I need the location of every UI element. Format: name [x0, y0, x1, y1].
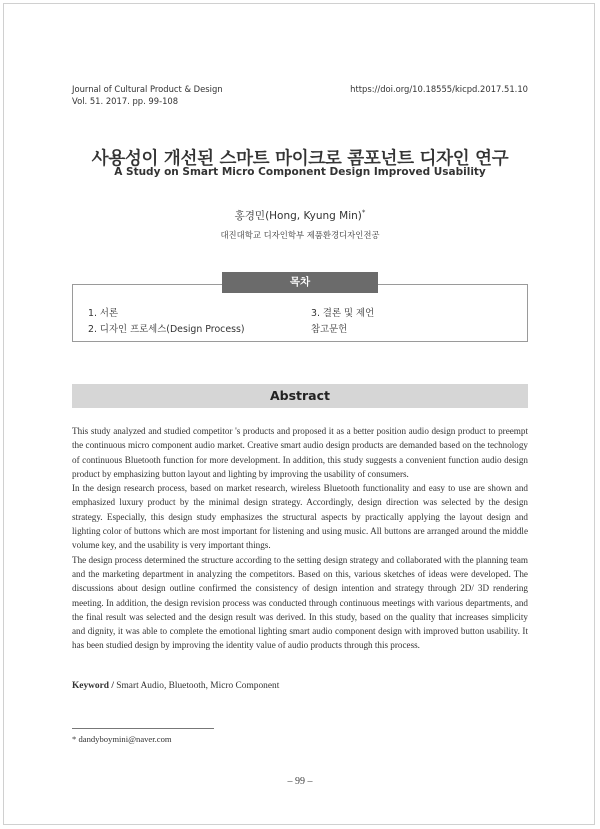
author-email: dandyboymini@naver.com — [78, 734, 172, 744]
abstract-heading: Abstract — [72, 384, 528, 408]
footnote-mark: * — [72, 734, 77, 744]
keywords-line — [72, 681, 279, 691]
abstract-body — [72, 424, 528, 653]
keyword-values: Smart Audio, Bluetooth, Micro Component — [113, 681, 280, 691]
doi-link[interactable]: https://doi.org/10.18555/kicpd.2017.51.10 — [350, 84, 528, 94]
journal-citation — [72, 84, 223, 107]
abstract-paragraph: In the design research process, based on market research, wireless Bluetooth functionality and easy to use are shown and emphasized luxury product by the minimal design strategy. Accordingly, design direction was selected by the design strategy. Especially, this design study emphasizes the structural aspects by practically applying the layout design and lighting color of buttons which are most important for listening and using music. All buttons are arranged around the middle volume key, and the usability is very important things. — [72, 483, 528, 551]
footnote — [72, 734, 172, 744]
abstract-paragraph: The design process determined the structure according to the setting design strategy and collaborated with the planning team and the marketing department in analyzing the competitors. Based on this, various sketches of ideas were developed. The discussions about design outline confirmed the consistency of design intention and strategy through 2D/ 3D rendering meeting. In addition, the design revision process was conducted through continuous meetings with various departments, and the final result was selected and the design result was derived. In this study, based on the quality that increases simplicity and dignity, it was able to complete the emotional lighting smart audio component design with improved button usability. It has been studied design by improving the identity value of audio products through this process. — [72, 554, 528, 651]
toc-item-introduction: 1. 서론 — [88, 308, 119, 319]
korean-title: 사용성이 개선된 스마트 마이크로 콤포넌트 디자인 연구 — [91, 149, 509, 169]
author-name: 홍경민(Hong, Kyung Min) — [234, 210, 362, 222]
toc-item-conclusion: 3. 결론 및 제언 — [311, 308, 375, 319]
journal-volume: Vol. 51. 2017. pp. 99-108 — [72, 95, 179, 106]
page-number: – 99 – — [287, 776, 313, 787]
toc-heading: 목차 — [222, 272, 378, 293]
abstract-paragraph: This study analyzed and studied competitor 's products and proposed it as a better position audio design product to preempt the continuous micro component audio market. Creative smart audio design products are demanded based on the technology of continuous Bluetooth function for more development. In addition, this study suggests a convenient function audio design product by emphasizing button layout and lighting by improving the usability of consumers. — [72, 426, 528, 479]
author-line — [0, 208, 600, 223]
footnote-divider — [72, 728, 214, 729]
author-footnote-mark: * — [361, 208, 366, 217]
keyword-label: Keyword / — [72, 681, 114, 691]
author-affiliation: 대진대학교 디자인학부 제품환경디자인전공 — [220, 230, 380, 240]
journal-name: Journal of Cultural Product & Design — [72, 84, 223, 94]
toc-item-references: 참고문헌 — [311, 324, 348, 335]
page-frame — [3, 3, 595, 825]
toc-item-design-process: 2. 디자인 프로세스(Design Process) — [88, 324, 245, 335]
english-title: A Study on Smart Micro Component Design Improved Usability — [114, 166, 486, 178]
